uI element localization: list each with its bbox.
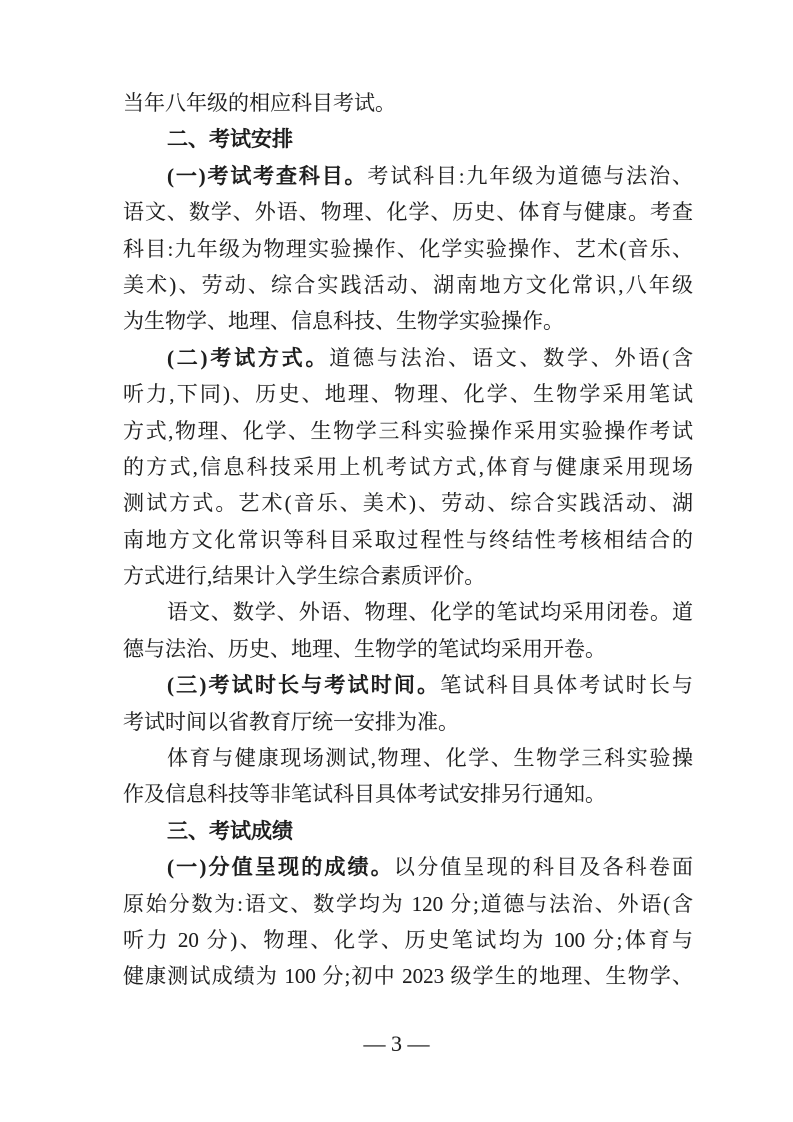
body-line bbox=[123, 740, 693, 776]
text-segment: 科目:九年级为物理实验操作、化学实验操作、艺术(音乐、 bbox=[123, 236, 693, 261]
text-segment: 的方式,信息科技采用上机考试方式,体育与健康采用现场 bbox=[123, 454, 693, 479]
text-segment: 方式进行,结果计入学生综合素质评价。 bbox=[123, 564, 486, 589]
body-line bbox=[123, 158, 693, 194]
text-segment: 考试科目:九年级为道德与法治、 bbox=[367, 163, 693, 188]
body-line bbox=[123, 449, 693, 485]
body-line bbox=[123, 522, 693, 558]
body-line bbox=[123, 558, 693, 594]
heading-line bbox=[123, 121, 693, 157]
text-segment: 三、考试成绩 bbox=[167, 818, 293, 843]
text-segment: 原始分数为:语文、数学均为 120 分;道德与法治、外语(含 bbox=[123, 891, 693, 916]
text-segment: 语文、数学、外语、物理、化学、历史、体育与健康。考查 bbox=[123, 200, 693, 225]
text-segment: 体育与健康现场测试,物理、化学、生物学三科实验操 bbox=[167, 746, 693, 771]
page-number: — 3 — bbox=[363, 1031, 430, 1056]
heading-line bbox=[123, 813, 693, 849]
text-segment: (三)考试时长与考试时间。 bbox=[167, 673, 441, 698]
body-line bbox=[123, 303, 693, 339]
text-segment: 考试时间以省教育厅统一安排为准。 bbox=[123, 709, 459, 734]
text-segment: 笔试科目具体考试时长与 bbox=[440, 673, 693, 698]
text-segment: 方式,物理、化学、生物学三科实验操作采用实验操作考试 bbox=[123, 418, 693, 443]
text-segment: 德与法治、历史、地理、生物学的笔试均采用开卷。 bbox=[123, 636, 606, 661]
text-segment: 听力 20 分)、物理、化学、历史笔试均为 100 分;体育与 bbox=[123, 927, 693, 952]
document-body bbox=[123, 85, 693, 995]
body-line bbox=[123, 886, 693, 922]
text-segment: 听力,下同)、历史、地理、物理、化学、生物学采用笔试 bbox=[123, 382, 693, 407]
text-segment: 语文、数学、外语、物理、化学的笔试均采用闭卷。道 bbox=[167, 600, 693, 625]
body-line bbox=[123, 776, 693, 812]
body-line bbox=[123, 704, 693, 740]
body-line bbox=[123, 667, 693, 703]
text-segment: 南地方文化常识等科目采取过程性与终结性考核相结合的 bbox=[123, 527, 693, 552]
text-segment: (一)考试考查科目。 bbox=[167, 163, 368, 188]
body-line bbox=[123, 958, 693, 994]
body-line bbox=[123, 594, 693, 630]
body-line bbox=[123, 376, 693, 412]
body-line bbox=[123, 849, 693, 885]
text-segment: 以分值呈现的科目及各科卷面 bbox=[393, 855, 693, 880]
text-segment: 健康测试成绩为 100 分;初中 2023 级学生的地理、生物学、 bbox=[123, 964, 693, 989]
text-segment: 为生物学、地理、信息科技、生物学实验操作。 bbox=[123, 309, 564, 334]
text-segment: 当年八年级的相应科目考试。 bbox=[123, 91, 396, 115]
text-segment: (一)分值呈现的成绩。 bbox=[167, 855, 394, 880]
body-line bbox=[123, 413, 693, 449]
text-segment: 测试方式。艺术(音乐、美术)、劳动、综合实践活动、湖 bbox=[123, 491, 693, 516]
body-line bbox=[123, 340, 693, 376]
text-segment: 美术)、劳动、综合实践活动、湖南地方文化常识,八年级 bbox=[123, 272, 693, 297]
body-line bbox=[123, 922, 693, 958]
text-segment: (二)考试方式。 bbox=[167, 345, 330, 370]
body-line bbox=[123, 485, 693, 521]
body-line bbox=[123, 194, 693, 230]
body-line bbox=[123, 231, 693, 267]
body-line bbox=[123, 631, 693, 667]
text-segment: 二、考试安排 bbox=[167, 127, 293, 152]
text-segment: 作及信息科技等非笔试科目具体考试安排另行通知。 bbox=[123, 782, 606, 807]
body-line bbox=[123, 85, 693, 121]
body-line bbox=[123, 267, 693, 303]
text-segment: 道德与法治、语文、数学、外语(含 bbox=[329, 345, 693, 370]
